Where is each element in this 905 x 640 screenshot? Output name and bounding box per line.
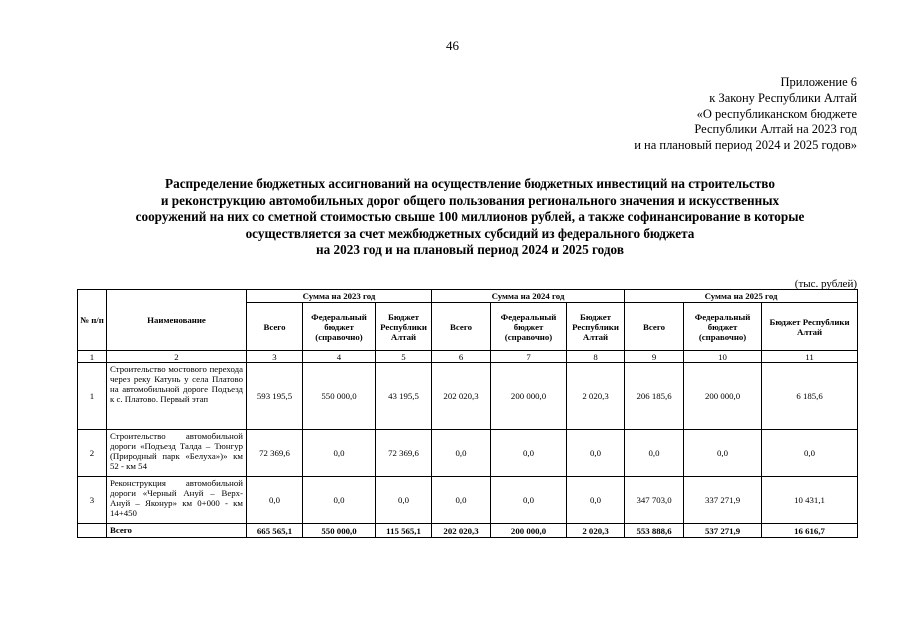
cell-value: 0,0 [432,430,491,477]
column-number: 3 [247,351,303,363]
cell-value: 43 195,5 [376,363,432,430]
cell-value: 0,0 [684,430,762,477]
cell-value: 550 000,0 [303,363,376,430]
column-number: 1 [78,351,107,363]
header-year-2024: Сумма на 2024 год [432,290,625,303]
header-regional: Бюджет Республики Алтай [376,303,432,351]
column-number: 7 [491,351,567,363]
header-regional: Бюджет Республики Алтай [567,303,625,351]
title-line: на 2023 год и на плановый период 2024 и 2025 годов [316,242,624,258]
cell-value: 0,0 [491,430,567,477]
budget-table [77,289,858,538]
header-federal: Федеральный бюджет (справочно) [491,303,567,351]
total-value: 553 888,6 [625,524,684,538]
row-name: Строительство мостового перехода через реку Катунь у села Платово на автомобильной дороге Подъезд к с. Платово. Первый этап [107,363,247,430]
column-number: 5 [376,351,432,363]
appendix-line: и на плановый период 2024 и 2025 годов» [634,138,857,153]
column-number: 8 [567,351,625,363]
title-line: осуществляется за счет межбюджетных субсидий из федерального бюджета [245,225,695,241]
header-federal: Федеральный бюджет (справочно) [684,303,762,351]
total-label: Всего [107,524,247,538]
appendix-line: Республики Алтай на 2023 год [694,122,857,137]
appendix-line: Приложение 6 [780,75,857,89]
total-value: 115 565,1 [376,524,432,538]
cell-value: 0,0 [303,477,376,524]
header-num: № п/п [78,290,107,351]
cell-value: 0,0 [762,430,858,477]
header-total: Всего [625,303,684,351]
total-row [78,524,858,538]
title-line: сооружений на них со сметной стоимостью свыше 100 миллионов рублей, а также софинансирование в которые [135,209,805,225]
header-year-2025: Сумма на 2025 год [625,290,858,303]
cell-value: 200 000,0 [491,363,567,430]
table-row [78,430,858,477]
cell-value: 0,0 [376,477,432,524]
page-number: 46 [446,38,459,53]
total-value: 200 000,0 [491,524,567,538]
cell-value: 0,0 [247,477,303,524]
cell-value: 72 369,6 [376,430,432,477]
header-total: Всего [432,303,491,351]
appendix-line: «О республиканском бюджете [696,106,857,121]
header-federal: Федеральный бюджет (справочно) [303,303,376,351]
column-number: 6 [432,351,491,363]
cell-value: 0,0 [567,477,625,524]
appendix-line: к Закону Республики Алтай [709,90,857,105]
cell-value: 0,0 [567,430,625,477]
cell-value: 206 185,6 [625,363,684,430]
column-number: 10 [684,351,762,363]
document-title [70,176,870,259]
column-number-row [78,351,858,363]
cell-value: 337 271,9 [684,477,762,524]
table-row [78,363,858,430]
total-value: 16 616,7 [762,524,858,538]
cell-value: 200 000,0 [684,363,762,430]
cell-value: 0,0 [491,477,567,524]
header-regional: Бюджет Республики Алтай [762,303,858,351]
cell-value: 0,0 [625,430,684,477]
row-number: 1 [78,363,107,430]
cell-value: 10 431,1 [762,477,858,524]
table-row [78,477,858,524]
total-value: 550 000,0 [303,524,376,538]
cell-value: 202 020,3 [432,363,491,430]
total-value: 537 271,9 [684,524,762,538]
cell-value: 72 369,6 [247,430,303,477]
title-line: Распределение бюджетных ассигнований на осуществление бюджетных инвестиций на строительство [165,176,775,191]
cell-value: 347 703,0 [625,477,684,524]
header-row-years [78,290,858,303]
cell-value: 0,0 [303,430,376,477]
column-number: 11 [762,351,858,363]
cell-value: 0,0 [432,477,491,524]
row-name: Реконструкция автомобильной дороги «Черный Ануй – Верх-Ануй – Яконур» км 0+000 - км 14+450 [107,477,247,524]
cell-value: 6 185,6 [762,363,858,430]
appendix-note [557,75,857,154]
column-number: 4 [303,351,376,363]
cell-value: 593 195,5 [247,363,303,430]
header-name: Наименование [107,290,247,351]
header-total: Всего [247,303,303,351]
total-value: 665 565,1 [247,524,303,538]
total-value: 202 020,3 [432,524,491,538]
header-year-2023: Сумма на 2023 год [247,290,432,303]
units-label: (тыс. рублей) [794,278,857,290]
column-number: 9 [625,351,684,363]
row-number: 3 [78,477,107,524]
row-number: 2 [78,430,107,477]
row-name: Строительство автомобильной дороги «Подъезд Талда – Тюнгур (Природный парк «Белуха»)» км 52 - км 54 [107,430,247,477]
column-number: 2 [107,351,247,363]
title-line: и реконструкцию автомобильных дорог общего пользования регионального значения и искусственных [160,192,780,208]
total-value: 2 020,3 [567,524,625,538]
total-num-cell [78,524,107,538]
cell-value: 2 020,3 [567,363,625,430]
